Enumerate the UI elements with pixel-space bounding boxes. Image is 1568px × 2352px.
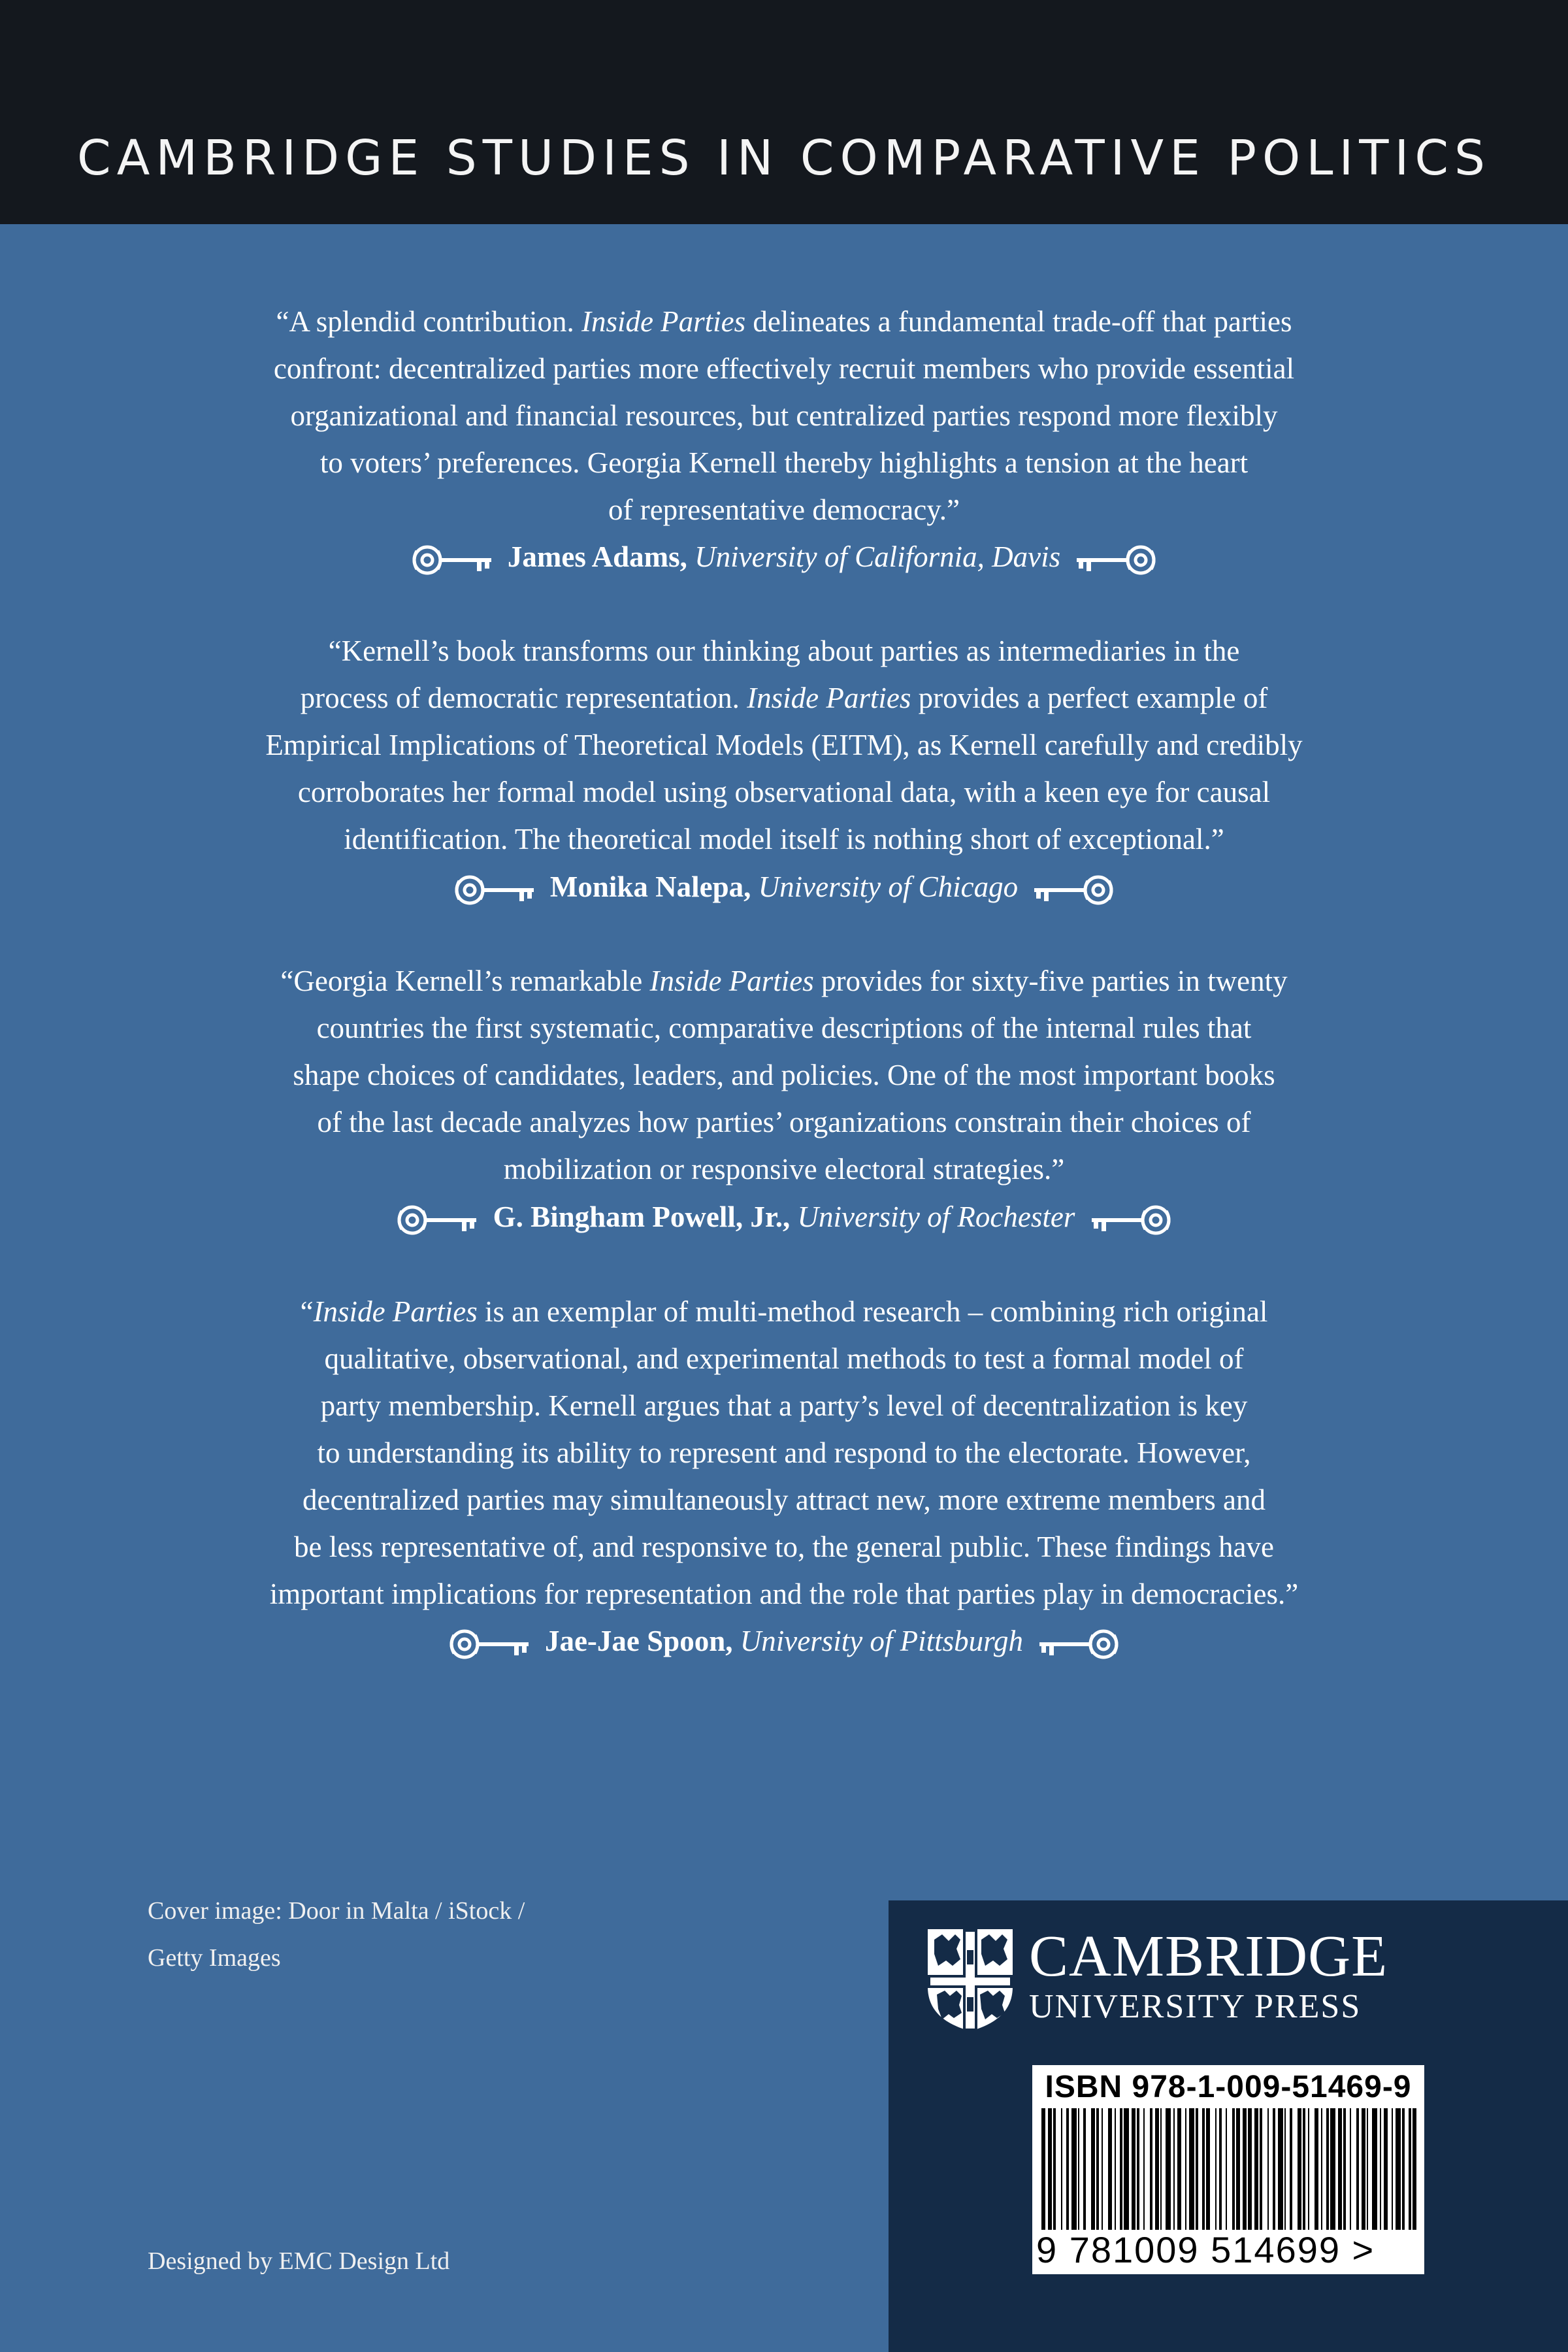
barcode-bar [1338, 2108, 1342, 2230]
barcode-bar [1185, 2108, 1186, 2230]
quote-line: organizational and financial resources, but centralized parties respond more flexibly [290, 399, 1278, 432]
barcode-bar [1290, 2108, 1292, 2230]
barcode-bar [1071, 2108, 1077, 2230]
barcode-bar [1260, 2108, 1262, 2230]
barcode-bar [1367, 2108, 1368, 2230]
barcode-bar [1236, 2108, 1240, 2230]
endorsement-quote-4 [0, 1288, 1568, 1617]
endorser-institution: University of Pittsburgh [740, 1625, 1024, 1657]
barcode-bar [1298, 2108, 1301, 2230]
barcode-bar [1267, 2108, 1269, 2230]
barcode-bar [1372, 2108, 1377, 2230]
barcode-bar [1273, 2108, 1275, 2230]
barcode-bar [1350, 2108, 1351, 2230]
barcode-bar [1053, 2108, 1056, 2230]
barcode-bar [1303, 2108, 1305, 2230]
book-title: Inside Parties [313, 1295, 478, 1328]
key-ornament-left-icon [409, 537, 500, 584]
quote-line: corroborates her formal model using observational data, with a keen eye for causal [297, 776, 1271, 808]
quote-line: mobilization or responsive electoral strategies.” [503, 1153, 1065, 1185]
barcode-bar [1396, 2108, 1401, 2230]
endorser-institution: University of Rochester [797, 1201, 1075, 1233]
barcode-bar [1243, 2108, 1247, 2230]
barcode-bar [1196, 2108, 1198, 2230]
barcode-bar [1173, 2108, 1175, 2230]
barcode-bar [1384, 2108, 1388, 2230]
barcode-bar [1137, 2108, 1139, 2230]
barcode-bar [1402, 2108, 1405, 2230]
barcode-bar [1132, 2108, 1135, 2230]
barcode-bar [1091, 2108, 1095, 2230]
barcode-bar [1226, 2108, 1227, 2230]
endorsement-attribution-4 [0, 1617, 1568, 1668]
barcode-bar [1096, 2108, 1099, 2230]
barcode-bar [1061, 2108, 1062, 2230]
barcode-bar [1108, 2108, 1112, 2230]
cover-credit-line-2: Getty Images [148, 1944, 281, 1972]
endorser-institution: University of California, Davis [694, 540, 1061, 573]
key-ornament-right-icon [1030, 1621, 1122, 1668]
book-title: Inside Parties [747, 682, 911, 714]
barcode-bar [1066, 2108, 1069, 2230]
barcode-bar [1254, 2108, 1258, 2230]
endorser-institution: University of Chicago [758, 870, 1019, 903]
barcode-bar [1308, 2108, 1309, 2230]
barcode-bar [1202, 2108, 1205, 2230]
barcode-bar [1326, 2108, 1329, 2230]
isbn-label: ISBN 978-1-009-51469-9 [1045, 2070, 1412, 2104]
quote-line: “Kernell’s book transforms our thinking about parties as intermediaries in the [328, 635, 1240, 667]
quote-line: of the last decade analyzes how parties’ organizations constrain their choices of [317, 1106, 1251, 1138]
barcode-bar [1177, 2108, 1181, 2230]
quote-line: process of democratic representation. Inside Parties provides a perfect example of [300, 682, 1268, 714]
cover-credit-line-1: Cover image: Door in Malta / iStock / [148, 1897, 525, 1925]
barcode-bar [1143, 2108, 1145, 2230]
quote-line: “Inside Parties is an exemplar of multi-method research – combining rich original [300, 1295, 1268, 1328]
barcode-bar [1041, 2108, 1045, 2230]
key-ornament-left-icon [394, 1197, 485, 1244]
barcode-bar [1278, 2108, 1283, 2230]
barcode-bar [1284, 2108, 1286, 2230]
publisher-name [1029, 1924, 1388, 2027]
barcode-bar [1078, 2108, 1079, 2230]
quote-line: party membership. Kernell argues that a party’s level of decentralization is key [320, 1389, 1248, 1422]
isbn-barcode [1032, 2065, 1424, 2274]
barcode-bar [1102, 2108, 1103, 2230]
barcode-bar [1343, 2108, 1346, 2230]
barcode-bar [1315, 2108, 1318, 2230]
barcode-bar [1392, 2108, 1393, 2230]
quote-line: to voters’ preferences. Georgia Kernell thereby highlights a tension at the heart [319, 446, 1249, 479]
cambridge-crest-icon [925, 1927, 1015, 2032]
barcode-bar [1150, 2108, 1152, 2230]
barcode-bar [1330, 2108, 1335, 2230]
barcode-bar [1232, 2108, 1235, 2230]
quote-line: be less representative of, and responsive to, the general public. These findings have [294, 1531, 1274, 1563]
quote-line: of representative democracy.” [608, 493, 960, 526]
endorsement-quote-3 [0, 957, 1568, 1193]
endorser-name: James Adams, [507, 540, 687, 573]
ean-digits: 9 781009 514699 > [1036, 2229, 1375, 2270]
endorser-name: Jae-Jae Spoon, [544, 1625, 733, 1657]
barcode-bar [1413, 2108, 1416, 2230]
barcode-bar [1083, 2108, 1086, 2230]
key-ornament-left-icon [446, 1621, 538, 1668]
barcode-bar [1380, 2108, 1381, 2230]
series-title: CAMBRIDGE STUDIES IN COMPARATIVE POLITICS [77, 130, 1491, 186]
book-title: Inside Parties [649, 965, 814, 997]
key-ornament-left-icon [451, 867, 543, 914]
series-header-band [0, 0, 1568, 224]
key-ornament-right-icon [1068, 537, 1159, 584]
publisher-name-line-2: UNIVERSITY PRESS [1029, 1988, 1362, 2025]
barcode-bar [1409, 2108, 1411, 2230]
barcode-bar [1219, 2108, 1222, 2230]
barcode-bar [1155, 2108, 1159, 2230]
endorsement-attribution-1 [0, 533, 1568, 584]
barcode-bar [1189, 2108, 1194, 2230]
cover-image-credit [148, 1887, 525, 1981]
endorsement-quote-1 [0, 298, 1568, 533]
publisher-name-line-1: CAMBRIDGE [1029, 1924, 1388, 1989]
quote-line: to understanding its ability to represent and respond to the electorate. However, [317, 1436, 1251, 1469]
barcode-bar [1206, 2108, 1210, 2230]
key-ornament-right-icon [1025, 867, 1117, 914]
quote-line: decentralized parties may simultaneously attract new, more extreme members and [302, 1483, 1266, 1516]
barcode-bar [1215, 2108, 1217, 2230]
endorsement-attribution-2 [0, 863, 1568, 914]
barcode-bar [1321, 2108, 1322, 2230]
barcode-bar [1356, 2108, 1359, 2230]
endorser-name: Monika Nalepa, [549, 870, 751, 903]
designer-credit: Designed by EMC Design Ltd [148, 2247, 450, 2275]
barcode-bar [1115, 2108, 1116, 2230]
quote-line: shape choices of candidates, leaders, and policies. One of the most important books [293, 1059, 1275, 1091]
quote-line: identification. The theoretical model itself is nothing short of exceptional.” [344, 823, 1224, 855]
barcode-bar [1124, 2108, 1129, 2230]
key-ornament-right-icon [1083, 1197, 1174, 1244]
quote-line: important implications for representation and the role that parties play in democracies.” [269, 1578, 1299, 1610]
book-title: Inside Parties [581, 305, 746, 338]
quote-line: “Georgia Kernell’s remarkable Inside Parties provides for sixty-five parties in twenty [280, 965, 1288, 997]
quote-line: Empirical Implications of Theoretical Models (EITM), as Kernell carefully and credibly [265, 729, 1303, 761]
quote-line: countries the first systematic, comparative descriptions of the internal rules that [316, 1012, 1252, 1044]
quote-line: qualitative, observational, and experimental methods to test a formal model of [324, 1342, 1244, 1375]
endorser-name: G. Bingham Powell, Jr., [493, 1201, 791, 1233]
barcode-bars [1039, 2108, 1418, 2230]
barcode-bar [1362, 2108, 1365, 2230]
barcode-bar [1048, 2108, 1052, 2230]
barcode-bar [1160, 2108, 1162, 2230]
quote-line: “A splendid contribution. Inside Parties delineates a fundamental trade-off that parties [276, 305, 1292, 338]
barcode-bar [1166, 2108, 1171, 2230]
barcode-bar [1248, 2108, 1252, 2230]
quote-line: confront: decentralized parties more effectively recruit members who provide essential [273, 352, 1295, 385]
endorsement-quote-2 [0, 627, 1568, 863]
barcode-bar [1120, 2108, 1122, 2230]
endorsement-attribution-3 [0, 1193, 1568, 1244]
publisher-panel [889, 1900, 1568, 2352]
